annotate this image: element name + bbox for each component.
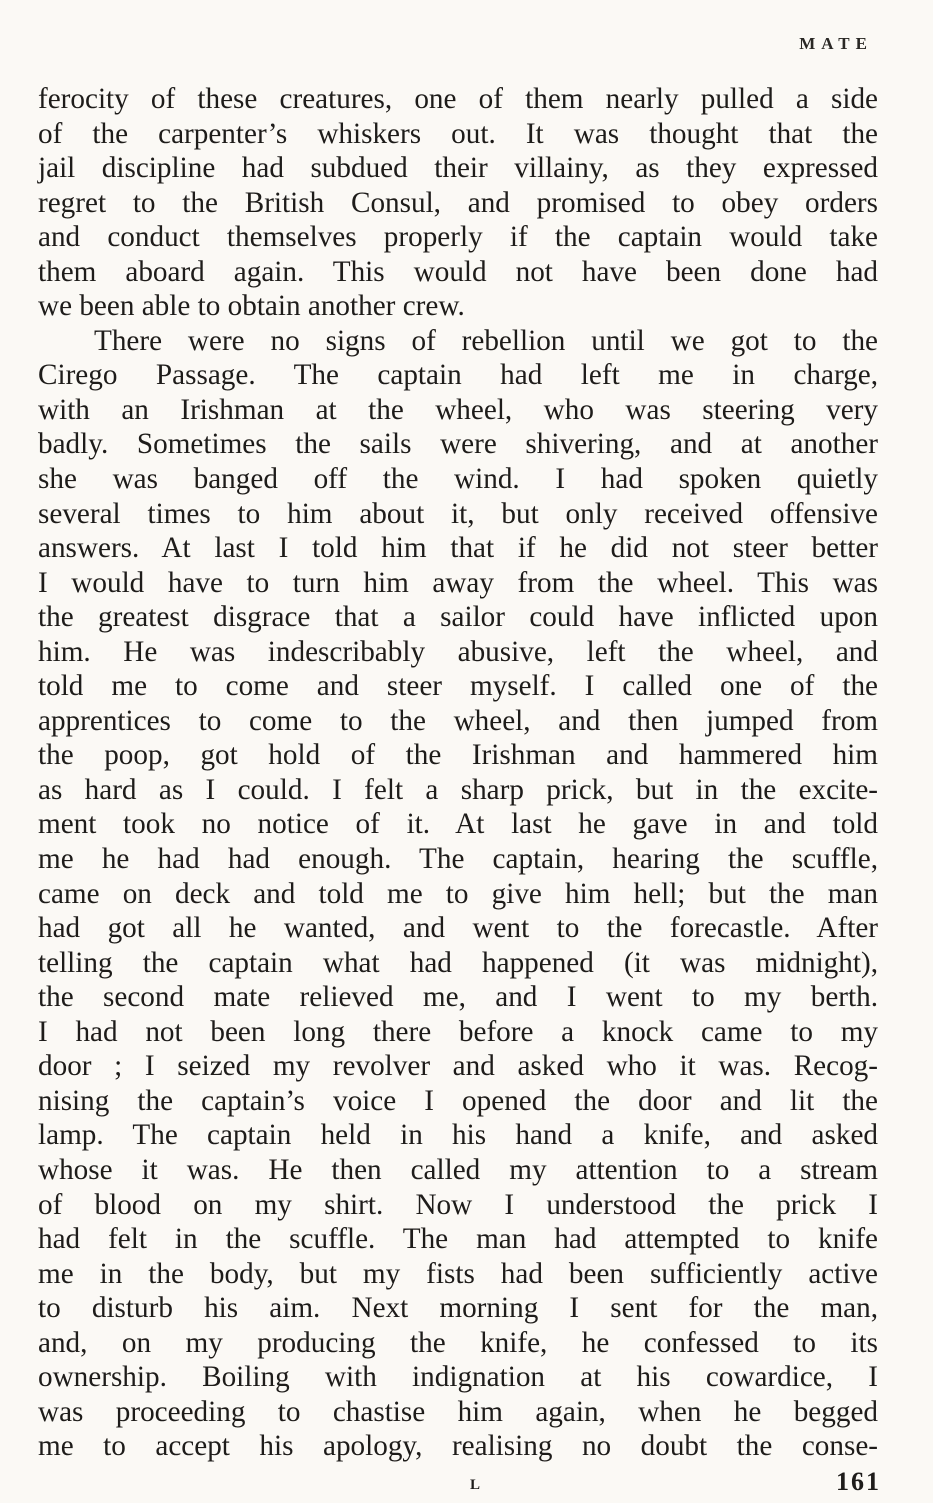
text-line: several times to him about it, but only received offensive (38, 497, 878, 530)
text-line: and conduct themselves properly if the captain would take (38, 221, 878, 254)
signature-mark: L (470, 1477, 482, 1493)
text-line: me he had had enough. The captain, hearing the scuffle, (38, 843, 878, 876)
text-line: ment took no notice of it. At last he gave in and told (38, 808, 878, 841)
body-text (38, 82, 878, 1464)
text-line: was proceeding to chastise him again, when he begged (38, 1395, 878, 1428)
text-line: jail discipline had subdued their villainy, as they expressed (38, 152, 878, 185)
text-line: and, on my producing the knife, he confessed to its (38, 1326, 878, 1359)
text-line: telling the captain what had happened (it was midnight), (38, 946, 878, 979)
text-line: as hard as I could. I felt a sharp prick, but in the excite- (38, 773, 878, 806)
running-head: MATE (799, 34, 873, 53)
text-line: of blood on my shirt. Now I understood the prick I (38, 1188, 878, 1221)
text-line: whose it was. He then called my attention to a stream (38, 1153, 878, 1186)
text-line: ownership. Boiling with indignation at his cowardice, I (38, 1361, 878, 1394)
text-line: regret to the British Consul, and promised to obey orders (38, 186, 878, 219)
text-line: told me to come and steer myself. I called one of the (38, 670, 878, 703)
text-line: came on deck and told me to give him hell; but the man (38, 877, 878, 910)
text-line: with an Irishman at the wheel, who was steering very (38, 393, 878, 426)
text-line: apprentices to come to the wheel, and then jumped from (38, 704, 878, 737)
text-line: had felt in the scuffle. The man had attempted to knife (38, 1223, 878, 1256)
text-line: I would have to turn him away from the wheel. This was (38, 566, 878, 599)
text-line: of the carpenter’s whiskers out. It was thought that the (38, 117, 878, 150)
text-line: lamp. The captain held in his hand a knife, and asked (38, 1119, 878, 1152)
text-line: I had not been long there before a knock came to my (38, 1015, 878, 1048)
text-line: she was banged off the wind. I had spoken quietly (38, 463, 878, 496)
text-line: Cirego Passage. The captain had left me in charge, (38, 359, 878, 392)
text-line: nising the captain’s voice I opened the door and lit the (38, 1084, 878, 1117)
text-line: ferocity of these creatures, one of them nearly pulled a side (38, 83, 878, 115)
text-line: the poop, got hold of the Irishman and hammered him (38, 739, 878, 772)
page-number: 161 (836, 1467, 881, 1496)
text-line: me to accept his apology, realising no doubt the conse- (38, 1430, 878, 1463)
text-line: me in the body, but my fists had been sufficiently active (38, 1257, 878, 1290)
text-line: them aboard again. This would not have been done had (38, 255, 878, 288)
text-line: we been able to obtain another crew. (38, 290, 465, 323)
text-line: There were no signs of rebellion until we got to the (94, 324, 878, 357)
text-line: answers. At last I told him that if he did not steer better (38, 532, 878, 565)
text-line: door ; I seized my revolver and asked who it was. Recog- (38, 1050, 878, 1083)
text-line: badly. Sometimes the sails were shivering, and at another (38, 428, 878, 461)
text-line: the greatest disgrace that a sailor could have inflicted upon (38, 601, 878, 634)
text-line: had got all he wanted, and went to the forecastle. After (38, 912, 878, 945)
text-line: the second mate relieved me, and I went to my berth. (38, 981, 878, 1014)
text-line: him. He was indescribably abusive, left the wheel, and (38, 635, 878, 668)
text-line: to disturb his aim. Next morning I sent for the man, (38, 1292, 878, 1325)
